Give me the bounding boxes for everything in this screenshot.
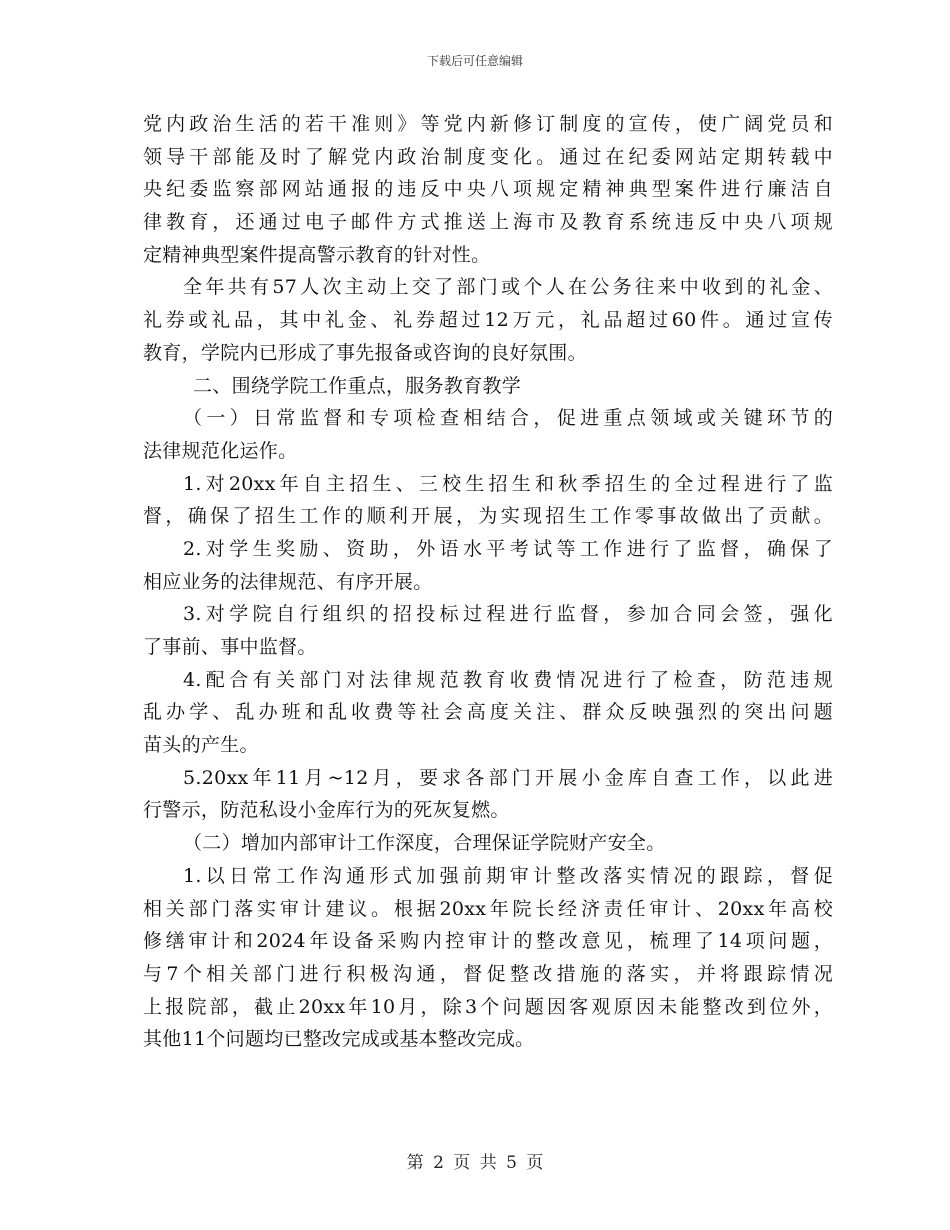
text-line: 教育，学院内已形成了事先报备或咨询的良好氛围。 <box>143 341 587 364</box>
text-line: 定精神典型案件提高警示教育的针对性。 <box>143 243 491 266</box>
text-line: 乱办学、乱办班和乱收费等社会高度关注、群众反映强烈的突出问题 <box>143 701 833 724</box>
text-line: 4.配合有关部门对法律规范教育收费情况进行了检查，防范违规 <box>183 668 833 691</box>
text-line: 法律规范化运作。 <box>143 439 298 462</box>
page-footer: 第 2 页 共 5 页 <box>406 1153 544 1173</box>
page-header: 下载后可任意编辑 <box>426 54 523 68</box>
text-line: 相应业务的法律规范、有序开展。 <box>143 570 433 593</box>
text-line: 1.以日常工作沟通形式加强前期审计整改落实情况的跟踪，督促 <box>183 864 833 887</box>
text-line: 2.对学生奖励、资助，外语水平考试等工作进行了监督，确保了 <box>183 537 833 560</box>
text-line: 3.对学院自行组织的招投标过程进行监督，参加合同会签，强化 <box>183 603 833 626</box>
text-line: 修缮审计和2024年设备采购内控审计的整改意见，梳理了14项问题， <box>143 930 833 953</box>
text-line: 了事前、事中监督。 <box>143 636 317 658</box>
text-line: 上报院部，截止20xx年10月，除3个问题因客观原因未能整改到位外， <box>143 995 833 1018</box>
subsection-heading: （一）日常监督和专项检查相结合，促进重点领域或关键环节的 <box>183 407 833 430</box>
section-heading: 二、围绕学院工作重点，服务教育教学 <box>193 374 522 397</box>
text-line: 苗头的产生。 <box>143 734 259 757</box>
text-line: 相关部门落实审计建议。根据20xx年院长经济责任审计、20xx年高校 <box>143 897 833 920</box>
text-line: 行警示，防范私设小金库行为的死灰复燃。 <box>143 799 510 822</box>
document-body <box>143 108 833 1056</box>
text-line: 其他11个问题均已整改完成或基本整改完成。 <box>143 1028 535 1051</box>
text-line: 领导干部能及时了解党内政治制度变化。通过在纪委网站定期转载中 <box>143 145 833 168</box>
text-line: 5.20xx年11月~12月，要求各部门开展小金库自查工作，以此进 <box>183 766 833 789</box>
text-line: 督，确保了招生工作的顺利开展，为实现招生工作零事故做出了贡献。 <box>143 505 833 528</box>
text-line: 礼券或礼品，其中礼金、礼券超过12万元，礼品超过60件。通过宣传 <box>143 309 833 332</box>
text-line: 党内政治生活的若干准则》等党内新修订制度的宣传，使广阔党员和 <box>143 113 833 135</box>
text-line: 1.对20xx年自主招生、三校生招生和秋季招生的全过程进行了监 <box>183 472 833 495</box>
text-line: 央纪委监察部网站通报的违反中央八项规定精神典型案件进行廉洁自 <box>143 178 833 201</box>
subsection-heading: （二）增加内部审计工作深度，合理保证学院财产安全。 <box>183 832 666 855</box>
text-line: 与7个相关部门进行积极沟通，督促整改措施的落实，并将跟踪情况 <box>143 962 833 985</box>
text-line: 全年共有57人次主动上交了部门或个人在公务往来中收到的礼金、 <box>183 276 833 299</box>
text-line: 律教育，还通过电子邮件方式推送上海市及教育系统违反中央八项规 <box>143 211 833 234</box>
